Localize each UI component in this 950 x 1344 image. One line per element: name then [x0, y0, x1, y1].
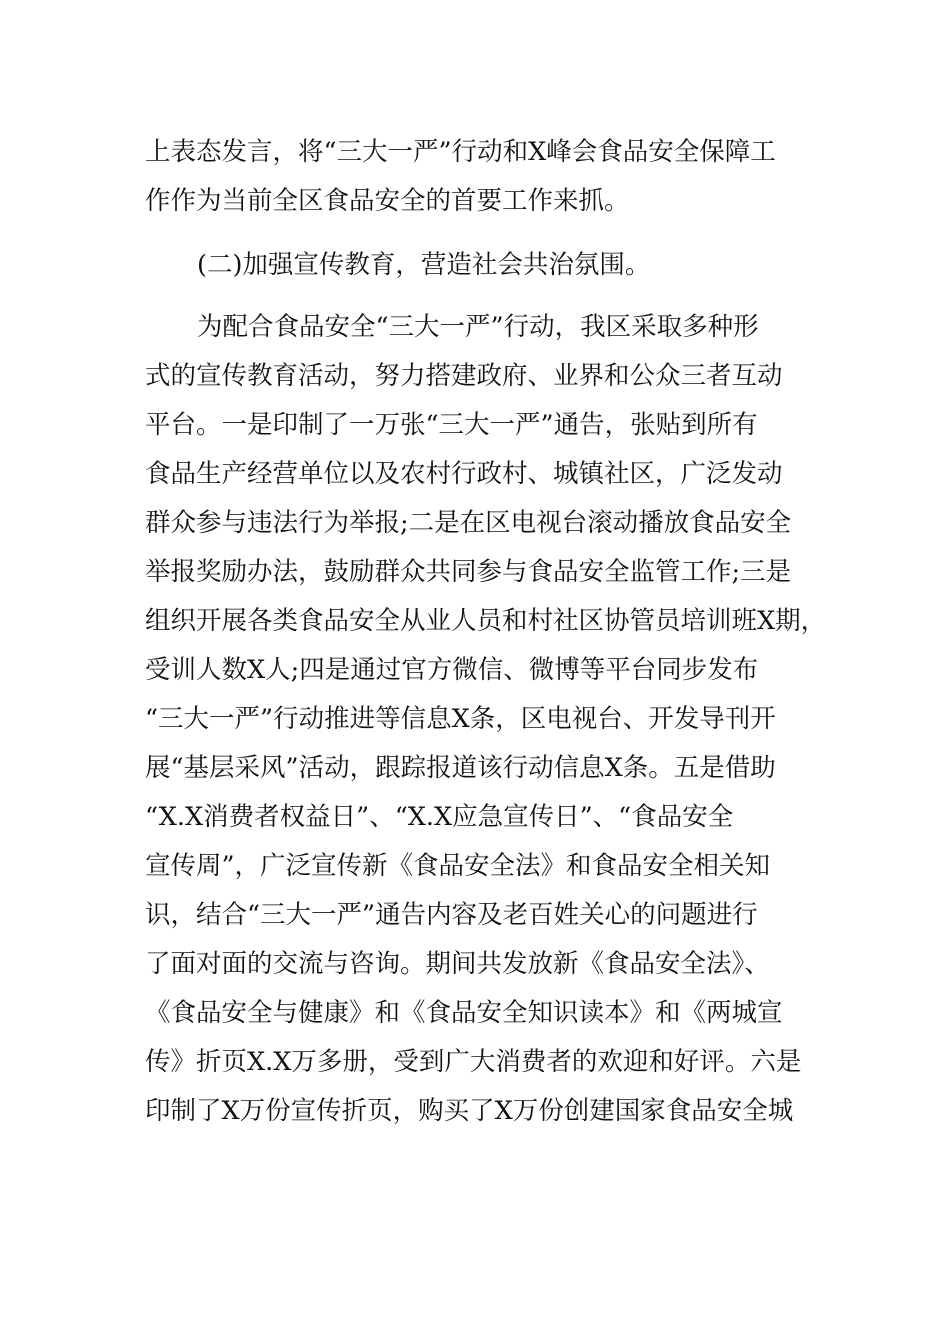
text-line: 宣传周”，广泛宣传新《食品安全法》和食品安全相关知 — [145, 851, 771, 881]
section-heading: (二)加强宣传教育，营造社会共治氛围。 — [197, 250, 651, 280]
text-line: 受训人数X人;四是通过官方微信、微博等平台同步发布 — [145, 655, 759, 685]
text-line: 为配合食品安全“三大一严”行动，我区采取多种形 — [197, 312, 759, 342]
text-line: 群众参与违法行为举报;二是在区电视台滚动播放食品安全 — [145, 508, 792, 538]
text-line: 了面对面的交流与咨询。期间共发放新《食品安全法》、 — [145, 949, 770, 979]
text-line: “三大一严”行动推进等信息X条，区电视台、开发导刊开 — [145, 704, 776, 734]
text-line: 《食品安全与健康》和《食品安全知识读本》和《两城宣 — [145, 998, 783, 1028]
text-line: 举报奖励办法，鼓励群众共同参与食品安全监管工作;三是 — [145, 557, 792, 587]
text-line: 平台。一是印制了一万张“三大一严”通告，张贴到所有 — [145, 410, 758, 440]
text-line: 识，结合“三大一严”通告内容及老百姓关心的问题进行 — [145, 900, 758, 930]
text-line: 作作为当前全区食品安全的首要工作来抓。 — [145, 186, 630, 216]
text-line: 展“基层采风”活动，跟踪报道该行动信息X条。五是借助 — [145, 753, 776, 783]
text-line: 印制了X万份宣传折页，购买了X万份创建国家食品安全城 — [145, 1096, 794, 1126]
text-line: 组织开展各类食品安全从业人员和村社区协管员培训班X期， — [145, 606, 827, 636]
text-line: “X.X消费者权益日”、“X.X应急宣传日”、“食品安全 — [145, 802, 734, 832]
text-line: 食品生产经营单位以及农村行政村、城镇社区，广泛发动 — [145, 459, 783, 489]
text-line: 上表态发言，将“三大一严”行动和X峰会食品安全保障工 — [145, 137, 776, 167]
text-line: 式的宣传教育活动，努力搭建政府、业界和公众三者互动 — [145, 361, 783, 391]
text-line: 传》折页X.X万多册，受到广大消费者的欢迎和好评。六是 — [145, 1047, 802, 1077]
